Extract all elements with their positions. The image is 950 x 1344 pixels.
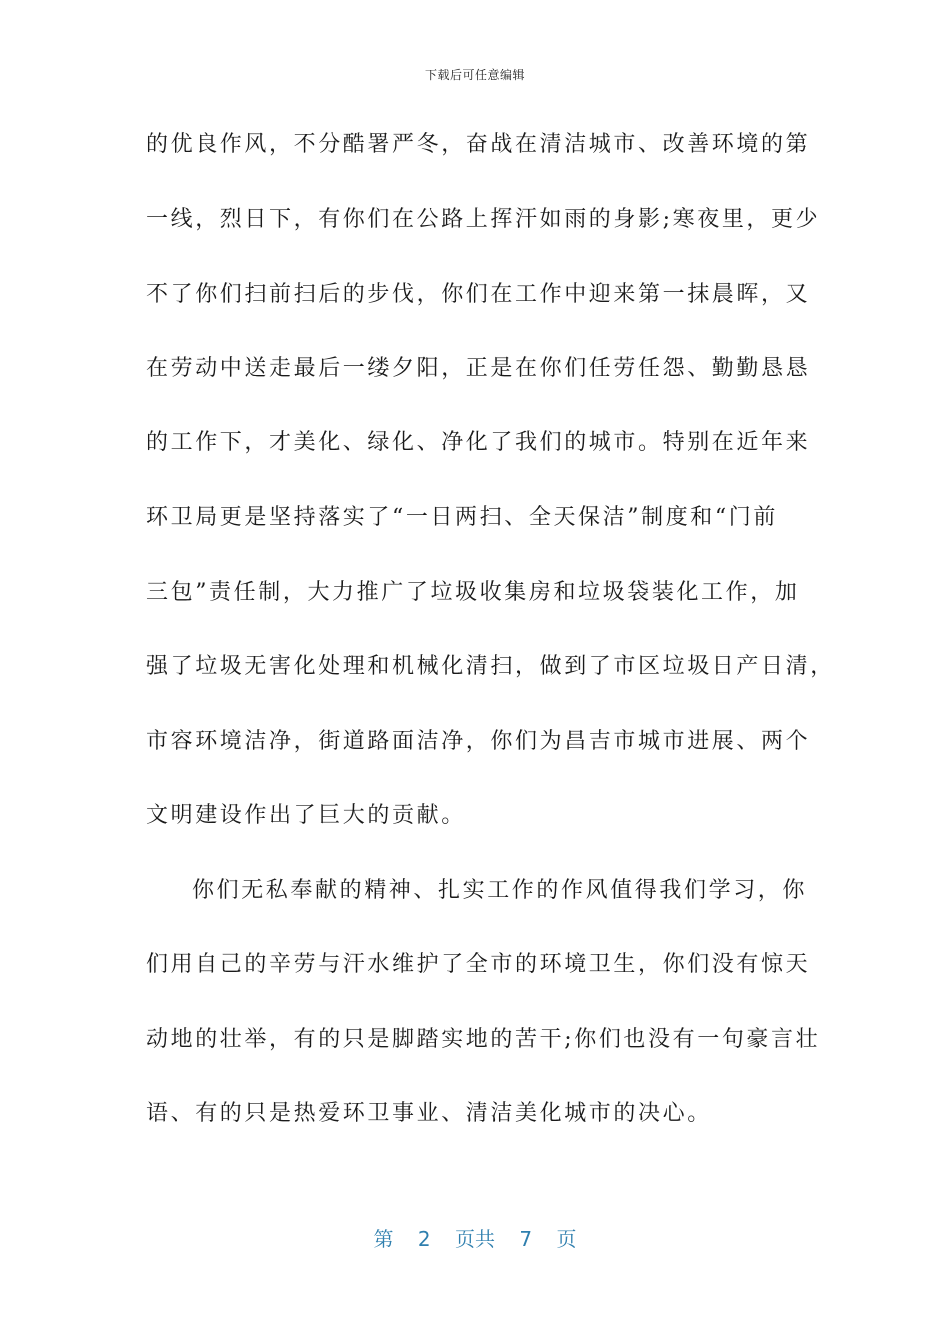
paragraph-line: 三包”责任制，大力推广了垃圾收集房和垃圾袋装化工作，加 (146, 580, 800, 605)
paragraph-line: 文明建设作出了巨大的贡献。 (146, 803, 466, 828)
current-page-number: 2 (417, 1227, 431, 1251)
paragraph-line: 的优良作风，不分酷署严冬，奋战在清洁城市、改善环境的第 (146, 132, 811, 157)
page-label-mid: 页共 (455, 1227, 495, 1251)
paragraph-line: 的工作下，才美化、绿化、净化了我们的城市。特别在近年来 (146, 430, 811, 455)
page-footer (0, 1226, 950, 1252)
paragraph-line: 环卫局更是坚持落实了“一日两扫、全天保洁”制度和“门前 (146, 505, 778, 530)
page-label-prefix: 第 (373, 1227, 394, 1251)
paragraph-line: 一线，烈日下，有你们在公路上挥汗如雨的身影;寒夜里，更少 (146, 207, 821, 232)
paragraph-first-line: 你们无私奉献的精神、扎实工作的作风值得我们学习，你 (192, 878, 808, 903)
total-pages-number: 7 (519, 1227, 533, 1251)
paragraph-line: 动地的壮举，有的只是脚踏实地的苦干;你们也没有一句豪言壮 (146, 1027, 821, 1052)
paragraph-line: 不了你们扫前扫后的步伐，你们在工作中迎来第一抹晨晖，又 (146, 282, 811, 307)
paragraph-line: 语、有的只是热爱环卫事业、清洁美化城市的决心。 (146, 1101, 712, 1126)
header-note: 下载后可任意编辑 (424, 68, 525, 82)
paragraph-line: 在劳动中送走最后一缕夕阳，正是在你们任劳任怨、勤勤恳恳 (146, 356, 811, 381)
page-header (0, 67, 950, 83)
page-label-suffix: 页 (556, 1227, 577, 1251)
paragraph-line: 市容环境洁净，街道路面洁净，你们为昌吉市城市进展、两个 (146, 729, 811, 754)
paragraph-line: 强了垃圾无害化处理和机械化清扫，做到了市区垃圾日产日清， (146, 654, 835, 679)
paragraph-line: 们用自己的辛劳与汗水维护了全市的环境卫生，你们没有惊天 (146, 952, 811, 977)
